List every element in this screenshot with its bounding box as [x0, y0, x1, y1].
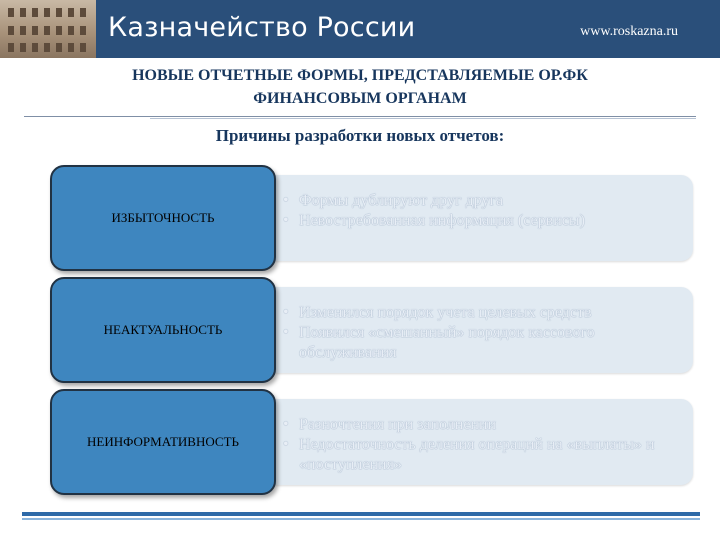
reason-bullet: • Изменился порядок учета целевых средств — [299, 303, 679, 323]
brand-title: Казначейство России — [108, 12, 416, 43]
header-bar — [0, 0, 720, 58]
reason-bullet-list — [265, 175, 693, 231]
title-divider-secondary — [150, 118, 696, 119]
reason-details-box — [265, 287, 693, 373]
reason-bullet: • Появился «смешанный» порядок кассового обслуживания — [299, 323, 679, 363]
footer-rule-secondary — [22, 518, 700, 520]
slide-title-line-1: НОВЫЕ ОТЧЕТНЫЕ ФОРМЫ, ПРЕДСТАВЛЯЕМЫЕ ОР.ФК — [132, 67, 588, 84]
slide-title-line-2: ФИНАНСОВЫМ ОРГАНАМ — [253, 90, 467, 107]
slide-subtitle: Причины разработки новых отчетов: — [215, 126, 505, 145]
reason-row-irrelevance — [50, 277, 692, 383]
website-link[interactable]: www.roskazna.ru — [580, 24, 678, 39]
reason-label: ИЗБЫТОЧНОСТЬ — [50, 165, 276, 271]
reason-row-redundancy — [50, 165, 692, 271]
reason-row-uninformativeness — [50, 389, 692, 495]
slide-title — [0, 64, 720, 110]
reason-details-box — [265, 175, 693, 261]
reason-bullet-list — [265, 399, 693, 475]
title-divider — [24, 116, 696, 117]
footer-rule — [22, 512, 700, 516]
reason-bullet: • Невостребованная информация (сервисы) — [299, 211, 679, 231]
reason-details-box — [265, 399, 693, 485]
reason-bullet-list — [265, 287, 693, 363]
reason-bullet: • Формы дублируют друг друга — [299, 191, 679, 211]
reason-bullet: • Недостаточность деления операций на «выплаты» и «поступления» — [299, 435, 679, 475]
reason-label: НЕАКТУАЛЬНОСТЬ — [50, 277, 276, 383]
treasury-building-image — [0, 0, 96, 58]
reason-label: НЕИНФОРМАТИВНОСТЬ — [50, 389, 276, 495]
reason-bullet: • Разночтения при заполнении — [299, 415, 679, 435]
